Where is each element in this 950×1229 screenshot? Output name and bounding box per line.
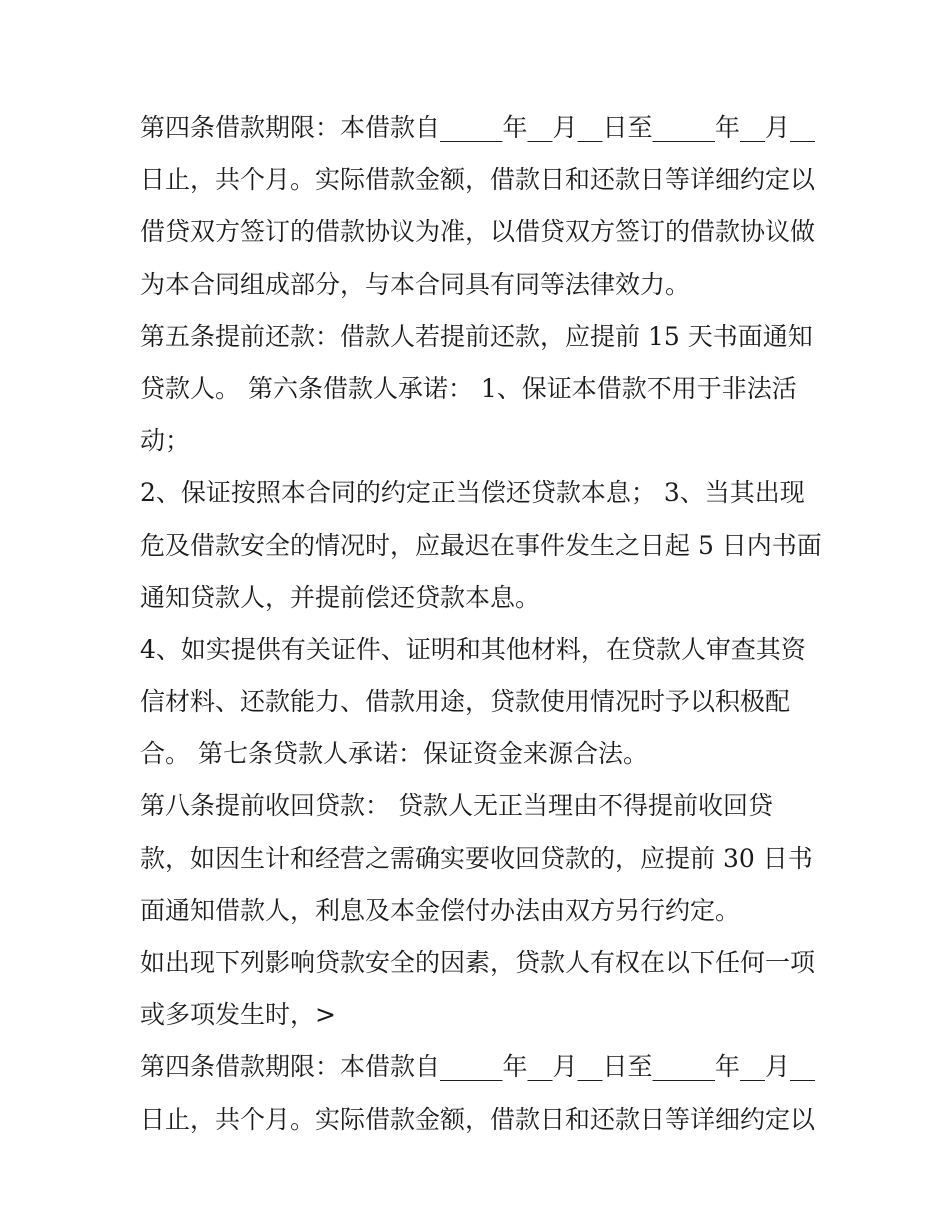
text-line: 借贷双方签订的借款协议为准，以借贷双方签订的借款协议做	[140, 217, 816, 247]
text-line: 第四条借款期限：本借款自_____年__月__日至_____年__月__	[140, 1052, 816, 1082]
paragraph-commitment-4	[140, 624, 820, 781]
text-line: 第四条借款期限：本借款自_____年__月__日至_____年__月__	[140, 113, 816, 142]
text-line: 危及借款安全的情况时，应最迟在事件发生之日起 5 日内书面	[140, 530, 822, 560]
text-line: 信材料、还款能力、借款用途，贷款使用情况时予以积极配	[140, 687, 791, 717]
paragraph-early-repayment	[140, 311, 820, 468]
text-line: 日止，共个月。实际借款金额，借款日和还款日等详细约定以	[140, 165, 816, 195]
paragraph-early-recall	[140, 780, 820, 937]
text-line: 为本合同组成部分，与本合同具有同等法律效力。	[140, 269, 691, 299]
paragraph-loan-term	[140, 102, 820, 311]
text-line: 动；	[140, 426, 191, 456]
text-line: 贷款人。 第六条借款人承诺： 1、保证本借款不用于非法活	[140, 373, 797, 403]
text-line: 第五条提前还款：借款人若提前还款，应提前 15 天书面通知	[140, 321, 813, 351]
text-line: 款，如因生计和经营之需确实要收回贷款的，应提前 30 日书	[140, 843, 813, 873]
text-line: 通知贷款人，并提前偿还贷款本息。	[140, 582, 541, 612]
paragraph-risk-factors	[140, 937, 820, 1041]
text-line: 2、保证按照本合同的约定正当偿还贷款本息； 3、当其出现	[140, 478, 805, 508]
text-line: 第八条提前收回贷款： 贷款人无正当理由不得提前收回贷	[140, 791, 773, 821]
text-line: 如出现下列影响贷款安全的因素，贷款人有权在以下任何一项	[140, 948, 816, 977]
text-line: 日止，共个月。实际借款金额，借款日和还款日等详细约定以	[140, 1104, 816, 1134]
text-line: 面通知借款人，利息及本金偿付办法由双方另行约定。	[140, 895, 741, 925]
paragraph-commitment-2-3	[140, 467, 820, 624]
text-line: 4、如实提供有关证件、证明和其他材料，在贷款人审查其资	[140, 634, 806, 664]
text-line: 或多项发生时，>	[140, 1000, 336, 1030]
text-line: 合。 第七条贷款人承诺：保证资金来源合法。	[140, 739, 648, 769]
document-body	[140, 102, 820, 1146]
paragraph-loan-term-repeat	[140, 1041, 820, 1145]
